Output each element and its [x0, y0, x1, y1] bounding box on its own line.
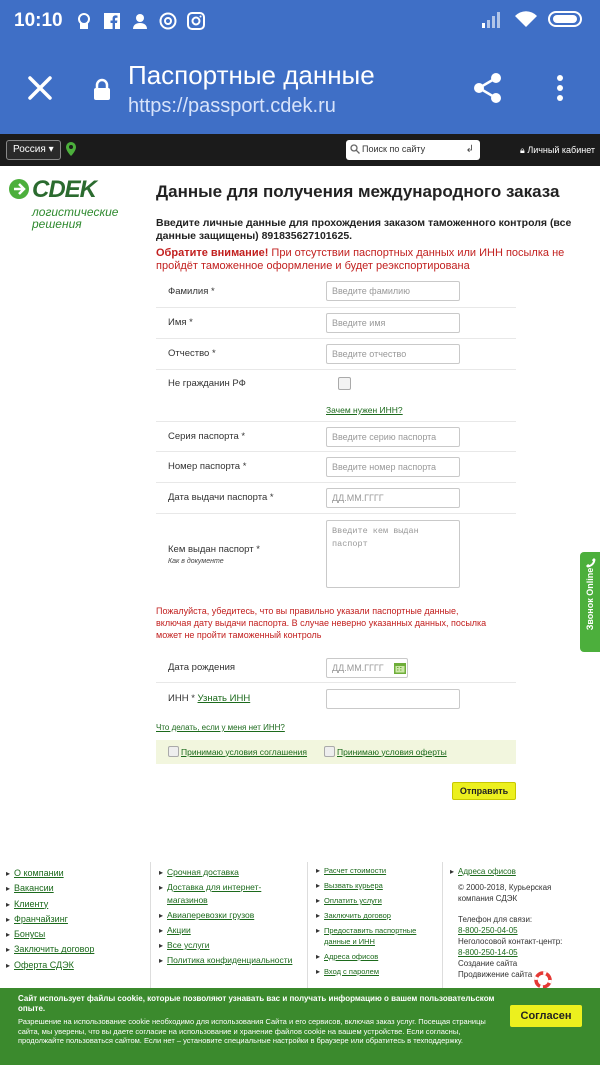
- site-search-placeholder: Поиск по сайту: [362, 144, 426, 154]
- footer-link[interactable]: ▸ О компании: [6, 866, 146, 881]
- footer-col-company: [6, 866, 146, 973]
- personal-account-label: Личный кабинет: [527, 145, 596, 155]
- battery-icon: [548, 10, 586, 33]
- issued-by-label: Кем выдан паспорт *: [168, 544, 260, 555]
- cookie-body: Разрешение на использование cookie необходимо для использования Сайта и его сервисов, включая заказ услуг. Посещая страницы сайта, мы уверены, что вы даете согласие на использование и хранение файлов cookie на вашем устройстве. Если согласны, продолжайте пользоваться сайтом. Если нет – установите специальные настройки в браузере или обратитесь в техподдержку.: [18, 1017, 486, 1045]
- page-url[interactable]: https://passport.cdek.ru: [128, 95, 336, 117]
- page-title: Паспортные данные: [128, 60, 375, 90]
- footer-contact-label: Неголосовой контакт-центр:: [458, 937, 563, 946]
- site-search-input[interactable]: [346, 140, 480, 160]
- passport-number-input[interactable]: Введите номер паспорта: [326, 457, 460, 477]
- footer-contact-phone[interactable]: 8-800-250-14-05: [458, 948, 518, 957]
- footer-link[interactable]: ▸ Адреса офисов: [316, 952, 434, 963]
- footer-link[interactable]: ▸ Вызвать курьера: [316, 881, 434, 892]
- non-citizen-label: Не гражданин РФ: [168, 378, 246, 389]
- footer-link[interactable]: ▸ Срочная доставка: [159, 866, 299, 879]
- inn-label: ИНН *: [168, 693, 195, 704]
- non-citizen-checkbox[interactable]: [338, 377, 351, 390]
- agree-offer-label[interactable]: Принимаю условия оферты: [337, 746, 447, 757]
- footer-link[interactable]: ▸ Заключить договор: [6, 942, 146, 957]
- footer-divider: [442, 862, 443, 992]
- footer-col-actions: [316, 866, 434, 982]
- search-icon: [350, 144, 360, 154]
- agree-terms-box[interactable]: [168, 746, 179, 757]
- birth-date-row: [156, 652, 516, 683]
- logo-mark-icon: [8, 178, 30, 200]
- patronymic-label: Отчество *: [168, 348, 216, 359]
- cookie-title: Сайт использует файлы cookie, которые позволяют узнавать вас и получать информацию о вашем пользовательском опыте.: [18, 994, 495, 1013]
- wifi-icon: [514, 10, 538, 33]
- footer-link[interactable]: ▸ Заключить договор: [316, 911, 434, 922]
- footer-made-by: Создание сайта: [458, 959, 518, 968]
- footer-link[interactable]: ▸ Франчайзинг: [6, 912, 146, 927]
- footer-col-contacts: [450, 866, 570, 980]
- name-row: [156, 308, 516, 339]
- passport-series-label: Серия паспорта *: [168, 431, 246, 442]
- lifebuoy-icon[interactable]: [534, 971, 552, 989]
- issued-by-sublabel: Как в документе: [168, 558, 224, 565]
- issued-by-textarea[interactable]: Введите кем выдан паспорт: [326, 520, 460, 588]
- attention-text: При отсутствии паспортных данных или ИНН посылка не пройдёт таможенное оформление и будет реэкспортирована: [156, 247, 565, 272]
- issue-date-row: [156, 483, 516, 514]
- footer-link-offices[interactable]: ▸ Адреса офисов: [450, 866, 570, 878]
- enter-icon[interactable]: ↲: [465, 144, 474, 155]
- agree-terms-checkbox[interactable]: [168, 746, 307, 757]
- logo-brand: CDEK: [32, 176, 97, 203]
- signal-icon: [482, 10, 504, 33]
- android-mascot-icon: [73, 10, 95, 32]
- issue-date-input[interactable]: ДД.ММ.ГГГГ: [326, 488, 460, 508]
- footer-divider: [307, 862, 308, 992]
- form-intro: Введите личные данные для прохождения заказом таможенного контроля (все данные защищены) 891835627101625.: [156, 217, 572, 242]
- facebook-icon: [101, 10, 123, 32]
- footer-copyright: © 2000-2018, Курьерская компания СДЭК: [458, 883, 552, 903]
- footer-promo: Продвижение сайта: [458, 970, 533, 979]
- footer-phone-label: Телефон для связи:: [458, 915, 533, 924]
- birth-date-label: Дата рождения: [168, 662, 236, 673]
- name-label: Имя *: [168, 317, 193, 328]
- birth-date-input[interactable]: ДД.ММ.ГГГГ: [326, 658, 408, 678]
- at-sign-icon: [157, 10, 179, 32]
- call-online-tab[interactable]: [580, 552, 600, 652]
- person-icon: [129, 10, 151, 32]
- footer-link[interactable]: ▸ Все услуги: [159, 939, 299, 952]
- issue-date-label: Дата выдачи паспорта *: [168, 492, 274, 503]
- why-inn-row: [156, 396, 516, 422]
- footer-link[interactable]: ▸ Доставка для интернет-магазинов: [159, 881, 299, 907]
- surname-row: [156, 278, 516, 308]
- share-icon[interactable]: [470, 70, 506, 106]
- instagram-icon: [185, 10, 207, 32]
- agree-offer-box[interactable]: [324, 746, 335, 757]
- cookie-banner: [0, 988, 600, 1065]
- why-inn-link[interactable]: Зачем нужен ИНН?: [326, 405, 403, 415]
- footer-link[interactable]: ▸ Авиаперевозки грузов: [159, 909, 299, 922]
- inn-label-wrap: [168, 693, 250, 704]
- footer-link[interactable]: ▸ Вакансии: [6, 881, 146, 896]
- attention-notice: [156, 247, 596, 273]
- region-label: Россия: [13, 144, 46, 155]
- footer-divider: [150, 862, 151, 992]
- agreement-band: [156, 740, 516, 764]
- inn-row: [156, 683, 516, 717]
- agree-offer-checkbox[interactable]: [324, 746, 447, 757]
- passport-number-label: Номер паспорта *: [168, 461, 247, 472]
- footer-col-services: [159, 866, 299, 969]
- passport-series-row: [156, 422, 516, 452]
- footer-link[interactable]: ▸ Политика конфиденциальности: [159, 954, 299, 967]
- submit-button[interactable]: Отправить: [452, 782, 516, 800]
- no-inn-link[interactable]: Что делать, если у меня нет ИНН?: [156, 723, 285, 732]
- form-heading: Данные для получения международного заказа: [156, 182, 560, 201]
- footer-phone-wrap: [450, 925, 570, 936]
- footer-link[interactable]: ▸ Оплатить услуги: [316, 896, 434, 907]
- status-bar: [0, 0, 600, 42]
- name-input[interactable]: Введите имя: [326, 313, 460, 333]
- attention-label: Обратите внимание!: [156, 247, 269, 259]
- passport-warning: Пожалуйста, убедитесь, что вы правильно указали паспортные данные, включая дату выдачи паспорта. В случае неверно указанных данных, посылка может не пройти таможенный контроль: [156, 606, 487, 640]
- footer-link[interactable]: ▸ Вход с паролем: [316, 967, 434, 978]
- lock-small-icon: 🔒︎: [520, 145, 525, 155]
- map-pin-icon[interactable]: [66, 142, 76, 156]
- custom-tab-toolbar: [0, 42, 600, 134]
- patronymic-row: [156, 339, 516, 370]
- status-time: 10:10: [14, 10, 63, 31]
- footer-link[interactable]: ▸ Бонусы: [6, 927, 146, 942]
- footer-contact-wrap: [450, 947, 570, 958]
- calendar-icon[interactable]: [394, 661, 406, 673]
- site-top-bar: [0, 134, 600, 166]
- non-citizen-row: [156, 370, 516, 396]
- footer-phone[interactable]: 8-800-250-04-05: [458, 926, 518, 935]
- more-vert-icon[interactable]: [550, 70, 570, 106]
- patronymic-input[interactable]: Введите отчество: [326, 344, 460, 364]
- footer-link[interactable]: ▸ Акции: [159, 924, 299, 937]
- region-dropdown[interactable]: Россия ▾: [6, 140, 61, 160]
- footer-link[interactable]: ▸ Клиенту: [6, 897, 146, 912]
- inn-input[interactable]: [326, 689, 460, 709]
- call-online-label: Звонок Online: [585, 567, 595, 631]
- footer-link[interactable]: ▸ Расчет стоимости: [316, 866, 434, 877]
- footer-link[interactable]: ▸ Предоставить паспортные данные и ИНН: [316, 926, 434, 947]
- issued-by-row: [156, 514, 516, 594]
- agree-terms-label[interactable]: Принимаю условия соглашения: [181, 746, 308, 757]
- lock-icon[interactable]: [92, 78, 112, 100]
- surname-input[interactable]: Введите фамилию: [326, 281, 460, 301]
- logo-tagline: логистические решения: [32, 205, 119, 231]
- personal-account-link[interactable]: [520, 145, 595, 156]
- footer-link[interactable]: ▸ Оферта СДЭК: [6, 958, 146, 973]
- passport-number-row: [156, 452, 516, 483]
- passport-series-input[interactable]: Введите серию паспорта: [326, 427, 460, 447]
- surname-label: Фамилия *: [168, 286, 215, 297]
- find-inn-link[interactable]: Узнать ИНН: [197, 693, 251, 704]
- close-icon[interactable]: [22, 70, 58, 106]
- cookie-accept-button[interactable]: Согласен: [510, 1005, 582, 1027]
